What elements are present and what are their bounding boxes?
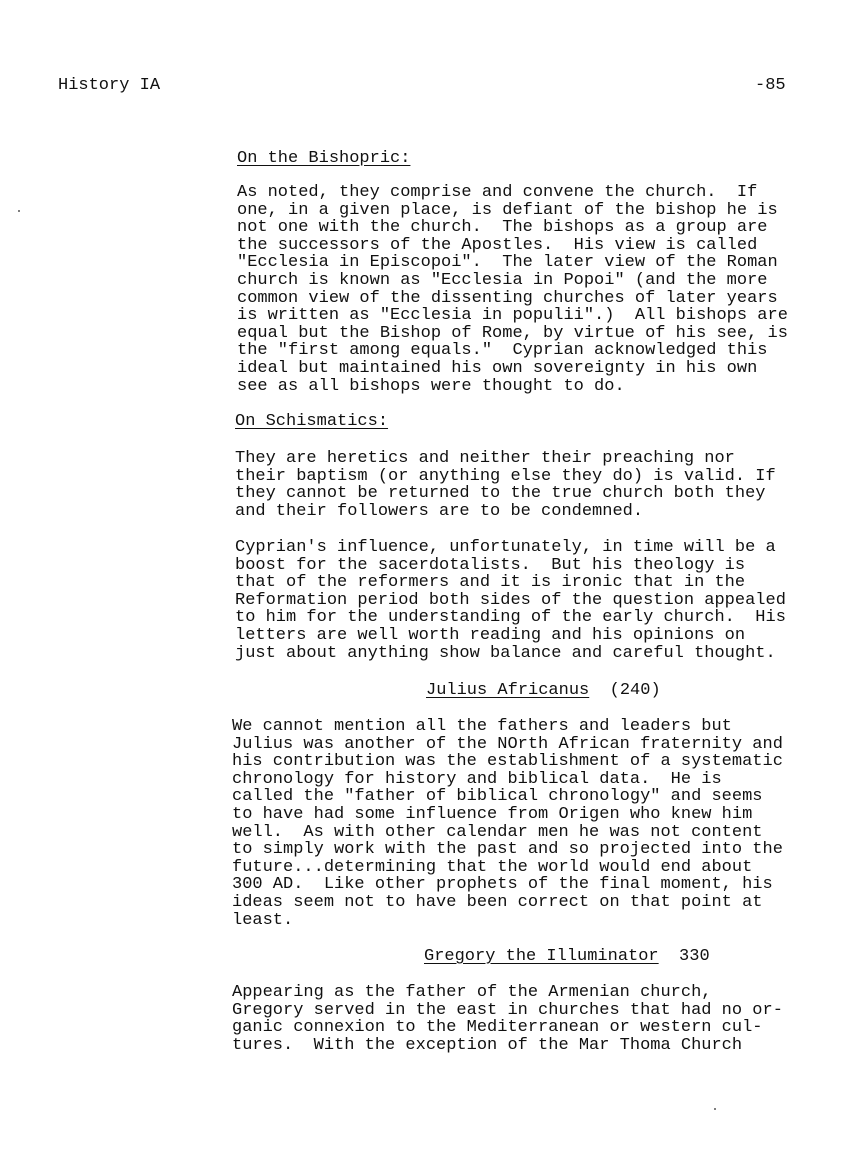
text-line: ideal but maintained his own sovereignty in his own — [237, 358, 758, 378]
text-line: future...determining that the world would end about — [232, 857, 753, 877]
text-line: one, in a given place, is defiant of the bishop he is — [237, 200, 778, 220]
julius-heading — [426, 682, 661, 700]
text-line: common view of the dissenting churches of later years — [237, 288, 778, 308]
text-line: not one with the church. The bishops as a group are — [237, 218, 768, 238]
text-line: called the "father of biblical chronology" and seems — [232, 787, 763, 807]
julius-date: (240) — [609, 681, 661, 700]
gregory-paragraph — [232, 984, 783, 1054]
text-line: letters are well worth reading and his opinions on — [235, 625, 746, 645]
text-line: they cannot be returned to the true church both they — [235, 484, 766, 504]
text-line: church is known as "Ecclesia in Popoi" (and the more — [237, 270, 768, 290]
bishopric-heading: On the Bishopric: — [237, 149, 411, 168]
schismatics-paragraph — [235, 450, 776, 520]
text-line: Reformation period both sides of the question appealed — [235, 590, 786, 610]
page-header-title: History IA — [58, 76, 161, 95]
text-line: They are heretics and neither their preaching nor — [235, 449, 735, 468]
page-number: -85 — [755, 76, 786, 95]
text-line: to simply work with the past and so projected into the — [232, 840, 783, 860]
speck-mark — [18, 210, 20, 212]
text-line: the "first among equals." Cyprian acknowledged this — [237, 341, 768, 361]
text-line: ganic connexion to the Mediterranean or western cul- — [232, 1018, 763, 1038]
text-line: boost for the sacerdotalists. But his theology is — [235, 555, 746, 575]
text-line: the successors of the Apostles. His view is called — [237, 235, 758, 255]
text-line: Julius was another of the NOrth African fraternity and — [232, 734, 783, 754]
cyprian-paragraph — [235, 539, 786, 662]
schismatics-heading: On Schismatics: — [235, 412, 389, 431]
text-line: Appearing as the father of the Armenian church, — [232, 983, 712, 1002]
text-line: We cannot mention all the fathers and leaders but — [232, 717, 732, 736]
text-line: that of the reformers and it is ironic that in the — [235, 573, 746, 593]
bishopric-paragraph — [237, 184, 788, 395]
speck-mark — [714, 1108, 716, 1110]
text-line: chronology for history and biblical data. He is — [232, 769, 722, 789]
text-line: is written as "Ecclesia in populii".) All bishops are — [237, 306, 788, 326]
text-line: see as all bishops were thought to do. — [237, 376, 625, 396]
text-line: well. As with other calendar men he was not content — [232, 822, 763, 842]
gregory-heading — [424, 948, 710, 966]
julius-paragraph — [232, 718, 783, 929]
julius-name: Julius Africanus — [426, 681, 590, 700]
text-line: equal but the Bishop of Rome, by virtue of his see, is — [237, 323, 788, 343]
text-line: tures. With the exception of the Mar Thoma Church — [232, 1035, 743, 1055]
text-line: Gregory served in the east in churches that had no or- — [232, 1000, 783, 1020]
gregory-name: Gregory the Illuminator — [424, 947, 659, 966]
gregory-date: 330 — [679, 947, 710, 966]
text-line: As noted, they comprise and convene the church. If — [237, 183, 758, 202]
text-line: and their followers are to be condemned. — [235, 501, 644, 521]
text-line: ideas seem not to have been correct on that point at — [232, 892, 763, 912]
text-line: "Ecclesia in Episcopoi". The later view of the Roman — [237, 253, 778, 273]
text-line: to have had some influence from Origen who knew him — [232, 804, 753, 824]
text-line: Cyprian's influence, unfortunately, in time will be a — [235, 538, 776, 557]
text-line: their baptism (or anything else they do) is valid. If — [235, 466, 776, 486]
text-line: just about anything show balance and careful thought. — [235, 643, 776, 663]
text-line: least. — [232, 910, 294, 930]
text-line: his contribution was the establishment of a systematic — [232, 752, 783, 772]
text-line: 300 AD. Like other prophets of the final moment, his — [232, 875, 773, 895]
text-line: to him for the understanding of the early church. His — [235, 608, 786, 628]
